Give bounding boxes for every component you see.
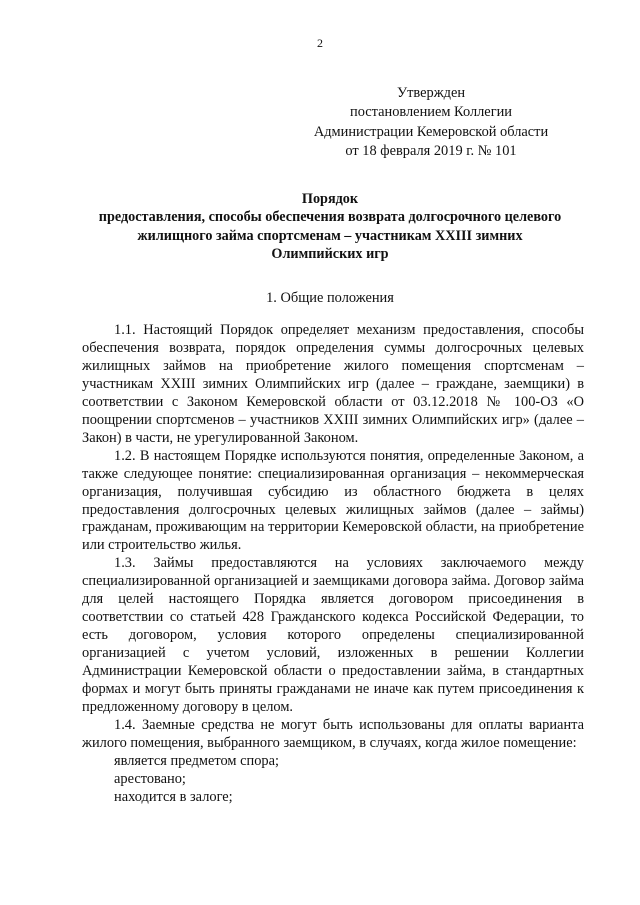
document-body <box>82 322 584 807</box>
approval-stamp <box>300 84 562 162</box>
list-item: находится в залоге; <box>114 788 233 805</box>
paragraph-1-4: 1.4. Заемные средства не могут быть использованы для оплаты варианта жилого помещения, выбранного заемщиком, в случаях, когда жилое помещение: <box>82 716 584 751</box>
list-item: является предметом спора; <box>114 752 279 769</box>
approval-line: Утвержден <box>396 85 466 101</box>
page-number: 2 <box>317 36 323 50</box>
paragraph-1-3: 1.3. Займы предоставляются на условиях заключаемого между специализированной организацией и заемщиками договора займа. Договор займа для целей настоящего Порядка является договором присоединения в соответствии со статьей 428 Гражданского кодекса Российской Федерации, то есть договором, условия которого определены специализированной организацией с учетом условий, изложенных в решении Коллегии Администрации Кемеровской области о предоставлении займа, в стандартных формах и могут быть приняты гражданами не иначе как путем присоединения к предложенному договору в целом. <box>82 555 584 716</box>
approval-line: постановлением Коллегии <box>350 104 512 121</box>
title-line: жилищного займа спортсменам – участникам XXIII зимних <box>137 227 523 244</box>
approval-line: от 18 февраля 2019 г. № 101 <box>345 143 517 160</box>
title-line: предоставления, способы обеспечения возврата долгосрочного целевого <box>98 209 562 226</box>
title-line: Олимпийских игр <box>271 245 389 262</box>
title-line: Порядок <box>301 191 359 207</box>
list-item: арестовано; <box>114 770 186 787</box>
document-title <box>70 190 590 263</box>
section-heading: 1. Общие положения <box>266 290 394 306</box>
approval-line: Администрации Кемеровской области <box>313 123 549 140</box>
paragraph-1-2: 1.2. В настоящем Порядке используются понятия, определенные Законом, а также следующее понятие: специализированная организация – некоммерческая организация, получившая субсидию из областного бюджета в целях предоставления долгосрочных целевых жилищных займов (далее – займы) гражданам, проживающим на территории Кемеровской области, на приобретение или строительство жилья. <box>82 447 584 554</box>
paragraph-1-1: 1.1. Настоящий Порядок определяет механизм предоставления, способы обеспечения возврата, порядок определения суммы долгосрочных целевых жилищных займов на приобретение жилого помещения спортсменам – участникам XXIII зимних Олимпийских игр (далее – граждане, заемщики) в соответствии с Законом Кемеровской области от 03.12.2018 № 100-ОЗ «О поощрении спортсменов – участников XXIII зимних Олимпийских игр» (далее – Закон) в части, не урегулированной Законом. <box>82 322 584 446</box>
